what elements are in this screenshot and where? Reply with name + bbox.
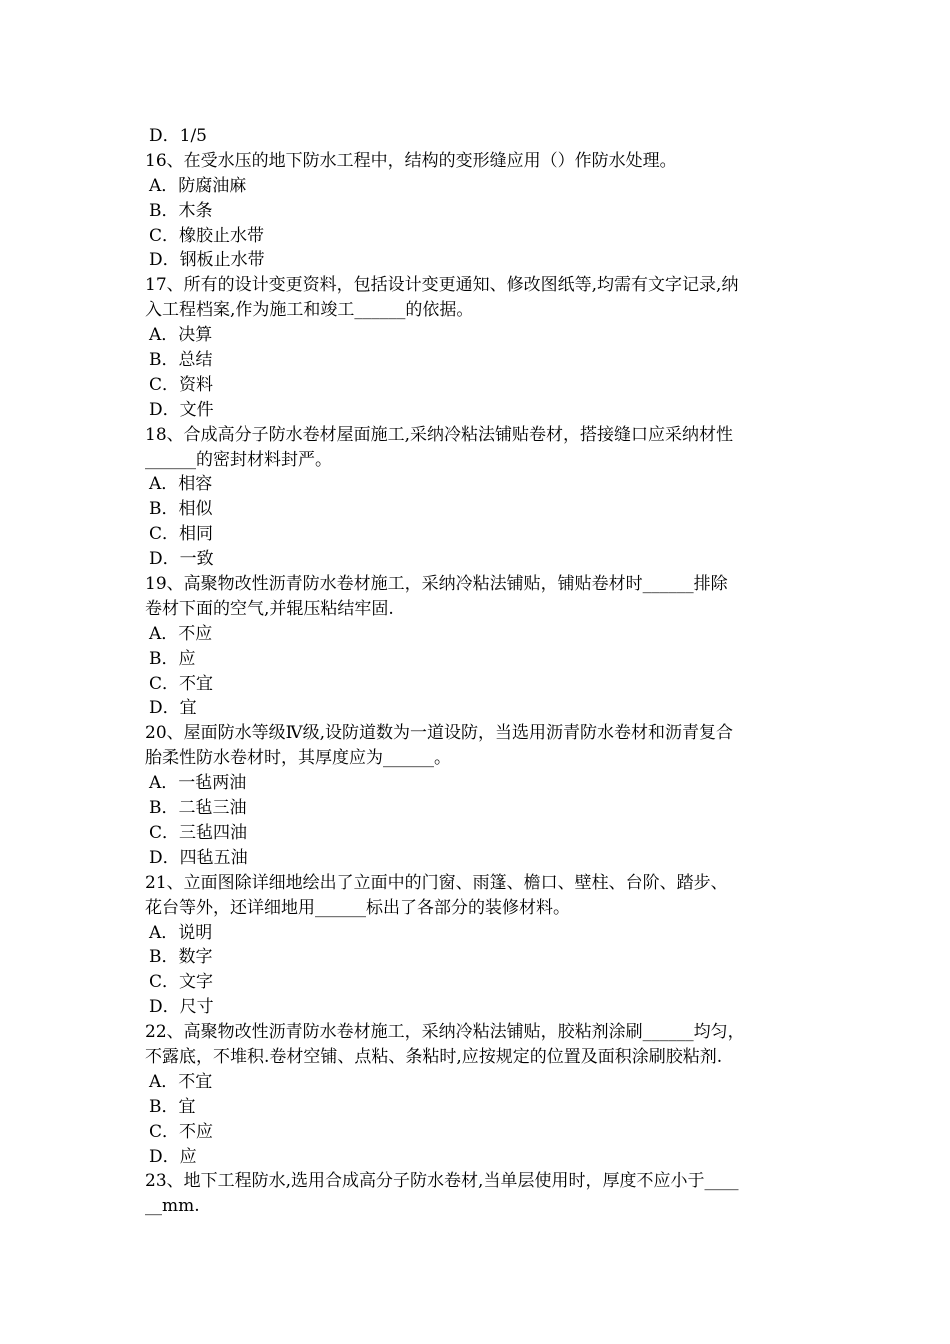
answer-option: D．文件 (149, 399, 214, 420)
answer-option: A．一毡两油 (149, 773, 247, 794)
question-text: 入工程档案,作为施工和竣工______的依据。 (145, 300, 474, 321)
document-body (145, 124, 815, 1219)
answer-option: C．三毡四油 (149, 822, 248, 843)
answer-option: D．一致 (149, 549, 214, 570)
answer-option: B．二毡三油 (149, 798, 247, 819)
answer-option: B．总结 (149, 350, 213, 371)
answer-option: B．宜 (149, 1096, 196, 1117)
answer-option: A．说明 (149, 922, 213, 943)
question-text: 22、高聚物改性沥青防水卷材施工，采纳冷粘法铺贴，胶粘剂涂刷______均匀， (145, 1022, 745, 1043)
answer-option: A．决算 (149, 325, 213, 346)
answer-option: B．应 (149, 648, 196, 669)
answer-option: D．钢板止水带 (149, 250, 265, 271)
question-text: 花台等外，还详细地用______标出了各部分的装修材料。 (145, 897, 570, 918)
answer-option: A．防腐油麻 (149, 175, 247, 196)
question-text: 18、合成高分子防水卷材屋面施工,采纳冷粘法铺贴卷材，搭接缝口应采纳材性 (145, 424, 734, 445)
answer-option: D．应 (149, 1146, 197, 1167)
question-text: __mm. (145, 1196, 200, 1217)
answer-option: C．橡胶止水带 (149, 225, 265, 246)
question-text: 19、高聚物改性沥青防水卷材施工，采纳冷粘法铺贴，铺贴卷材时______排除 (145, 574, 728, 595)
answer-option: C．不宜 (149, 673, 214, 694)
answer-option: C．相同 (149, 524, 214, 545)
answer-option: A．不宜 (149, 1071, 213, 1092)
question-text: 16、在受水压的地下防水工程中，结构的变形缝应用（）作防水处理。 (145, 150, 677, 171)
question-text: 23、地下工程防水,选用合成高分子防水卷材,当单层使用时，厚度不应小于____ (145, 1171, 739, 1192)
question-text: 17、所有的设计变更资料，包括设计变更通知、修改图纸等,均需有文字记录,纳 (145, 275, 739, 296)
question-text: 卷材下面的空气,并辊压粘结牢固. (145, 598, 394, 619)
answer-option: A．不应 (149, 623, 213, 644)
answer-option: B．数字 (149, 947, 213, 968)
question-text: ______的密封材料封严。 (145, 449, 332, 470)
question-text: 21、立面图除详细地绘出了立面中的门窗、雨篷、檐口、壁柱、台阶、踏步、 (145, 872, 728, 893)
answer-option: B．相似 (149, 499, 213, 520)
answer-option: D．宜 (149, 698, 197, 719)
answer-option: C．不应 (149, 1121, 214, 1142)
answer-option: A．相容 (149, 474, 213, 495)
question-text: 不露底，不堆积.卷材空铺、点粘、条粘时,应按规定的位置及面积涂刷胶粘剂. (145, 1046, 723, 1067)
answer-option: D．尺寸 (149, 997, 214, 1018)
answer-option: C．文字 (149, 972, 214, 993)
answer-option: D．四毡五油 (149, 847, 248, 868)
answer-option: C．资料 (149, 374, 214, 395)
answer-option: D．1/5 (149, 126, 207, 146)
answer-option: B．木条 (149, 200, 213, 221)
question-text: 胎柔性防水卷材时，其厚度应为______。 (145, 748, 451, 769)
question-text: 20、屋面防水等级Ⅳ级,设防道数为一道设防，当选用沥青防水卷材和沥青复合 (145, 723, 734, 744)
